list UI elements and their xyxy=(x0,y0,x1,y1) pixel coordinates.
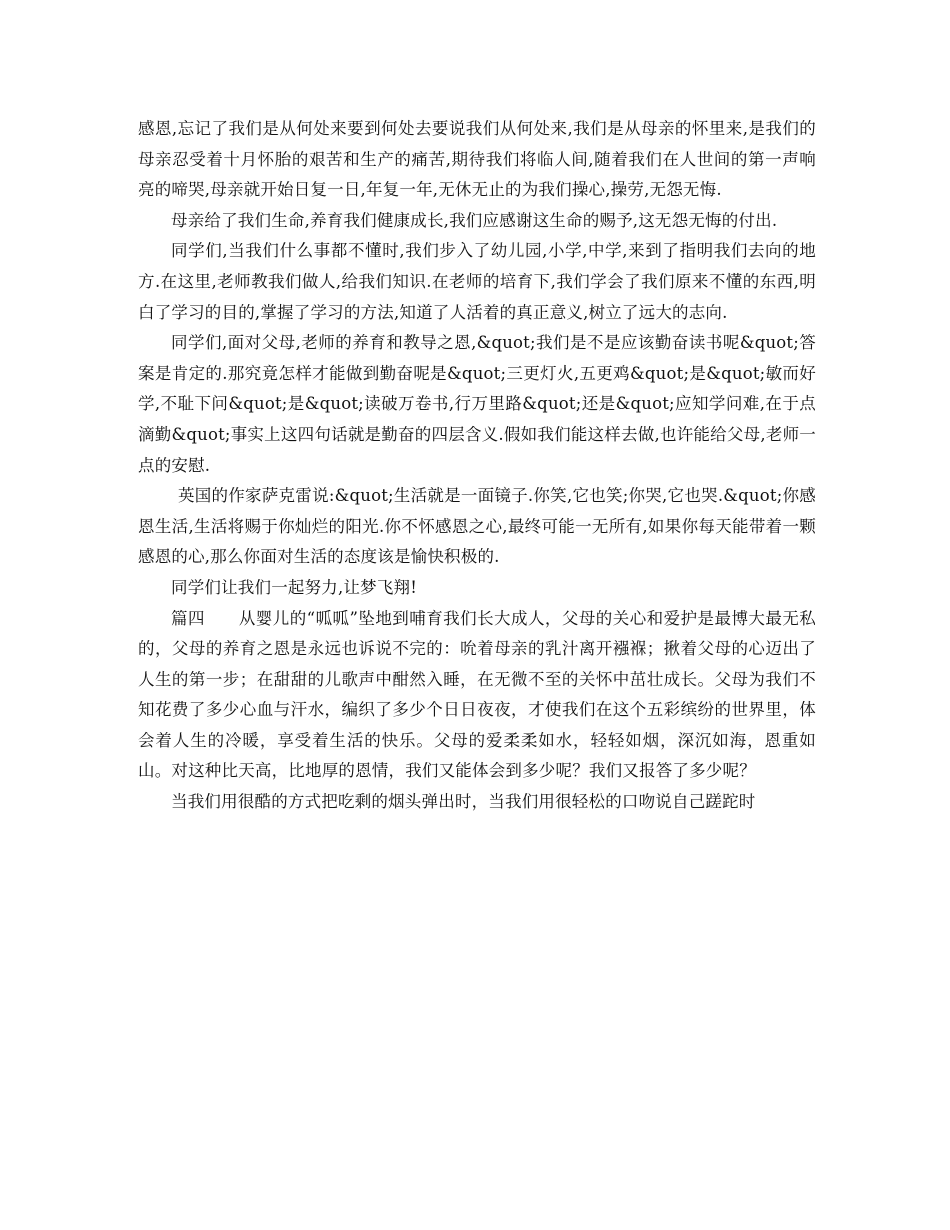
paragraph-7: 篇四 从婴儿的“呱呱”坠地到哺育我们长大成人，父母的关心和爱护是最博大最无私的，父母的养育之恩是永远也诉说不完的：吮着母亲的乳汁离开襁褓；揪着父母的心迈出了人生的第一步；在甜甜的儿歌声中酣然入睡，在无微不至的关怀中茁壮成长。父母为我们不知花费了多少心血与汗水，编织了多少个日日夜夜，才使我们在这个五彩缤纷的世界里，体会着人生的冷暖，享受着生活的快乐。父母的爱柔柔如水，轻轻如烟，深沉如海，恩重如山。对这种比天高，比地厚的恩情，我们又能体会到多少呢？我们又报答了多少呢？ xyxy=(138,608,816,781)
paragraph-6: 同学们让我们一起努力,让梦飞翔! xyxy=(171,577,418,597)
paragraph-3: 同学们,当我们什么事都不懂时,我们步入了幼儿园,小学,中学,来到了指明我们去向的地方.在这里,老师教我们做人,给我们知识.在老师的培育下,我们学会了我们原来不懂的东西,明白了学习的目的,掌握了学习的方法,知道了人活着的真正意义,树立了远大的志向. xyxy=(138,241,816,322)
document-page xyxy=(138,114,816,818)
paragraph-8: 当我们用很酷的方式把吃剩的烟头弹出时，当我们用很轻松的口吻说自己蹉跎时 xyxy=(171,792,756,812)
paragraph-1: 感恩,忘记了我们是从何处来要到何处去要说我们从何处来,我们是从母亲的怀里来,是我们的母亲忍受着十月怀胎的艰苦和生产的痛苦,期待我们将临人间,随着我们在人世间的第一声响亮的啼哭,母亲就开始日复一日,年复一年,无休无止的为我们操心,操劳,无怨无悔. xyxy=(138,119,816,200)
paragraph-5: 英国的作家萨克雷说:&quot;生活就是一面镜子.你笑,它也笑;你哭,它也哭.&quot;你感恩生活,生活将赐于你灿烂的阳光.你不怀感恩之心,最终可能一无所有,如果你每天能带着一颗感恩的心,那么你面对生活的态度该是愉快积极的. xyxy=(138,486,816,567)
paragraph-2: 母亲给了我们生命,养育我们健康成长,我们应感谢这生命的赐予,这无怨无悔的付出. xyxy=(171,210,778,230)
paragraph-4: 同学们,面对父母,老师的养育和教导之恩,&quot;我们是不是应该勤奋读书呢&quot;答案是肯定的.那究竟怎样才能做到勤奋呢是&quot;三更灯火,五更鸡&quot;是&quot;敏而好学,不耻下问&quot;是&quot;读破万卷书,行万里路&quot;还是&quot;应知学问难,在于点滴勤&quot;事实上这四句话就是勤奋的四层含义.假如我们能这样去做,也许能给父母,老师一点的安慰. xyxy=(138,333,816,475)
